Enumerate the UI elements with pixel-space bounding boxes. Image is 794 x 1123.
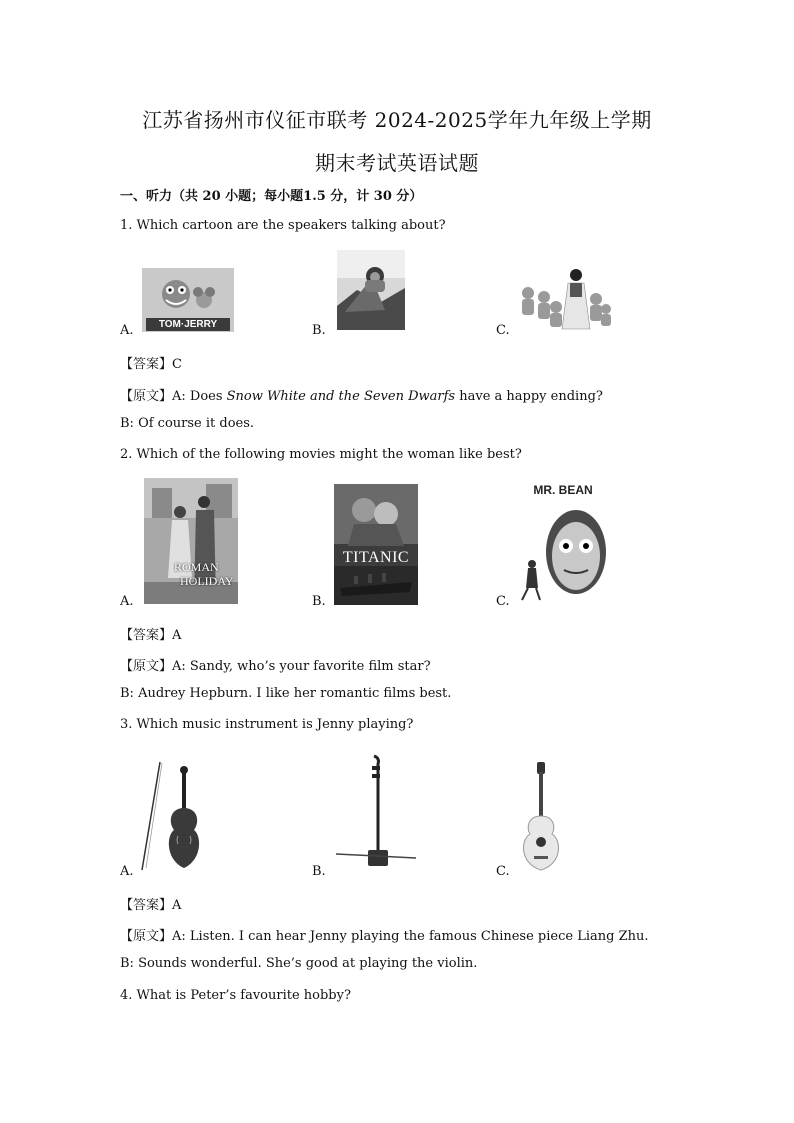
tom-and-jerry-logo-text: TOM·JERRY [158,319,218,330]
q3-answer: 【答案】A [120,898,182,913]
titanic-title: TITANIC [342,549,410,566]
q2-transcript-a: 【原文】A: Sandy, who’s your favorite film star? [120,659,431,674]
document-title-line2: 期末考试英语试题 [315,151,479,175]
lion-king-image [337,250,405,330]
question-3: 3. Which music instrument is Jenny playing? [120,717,414,732]
q1-transcript-a-suffix: have a happy ending? [455,389,603,404]
guitar-image [518,760,564,872]
question-1: 1. Which cartoon are the speakers talking about? [120,218,446,233]
q1-option-a-label: A. [120,323,134,338]
document-title-line1: 江苏省扬州市仪征市联考 2024-2025学年九年级上学期 [142,108,652,132]
q2-answer: 【答案】A [120,628,182,643]
q1-transcript-a-prefix: 【原文】A: Does [120,389,227,404]
snow-white-image [516,263,612,331]
q2-transcript-b: B: Audrey Hepburn. I like her romantic films best. [120,686,452,701]
section-heading: 一、听力（共 20 小题；每小题1.5 分，计 30 分） [120,189,423,204]
q3-option-a-label: A. [120,864,134,879]
q3-option-b-label: B. [312,864,326,879]
q1-transcript-a [120,385,603,404]
tom-and-jerry-image [142,268,234,332]
erhu-image [334,754,418,872]
q2-option-c-label: C. [496,594,510,609]
q1-option-c-label: C. [496,323,510,338]
q3-transcript-b: B: Sounds wonderful. She’s good at playing the violin. [120,956,478,971]
question-2: 2. Which of the following movies might the woman like best? [120,447,522,462]
q1-answer: 【答案】C [120,357,182,372]
q3-transcript-a: 【原文】A: Listen. I can hear Jenny playing the famous Chinese piece Liang Zhu. [120,929,649,944]
roman-holiday-title-line1: ROMAN [174,560,219,574]
q2-option-a-label: A. [120,594,134,609]
roman-holiday-poster [144,478,238,604]
q1-transcript-b: B: Of course it does. [120,416,255,431]
question-4: 4. What is Peter’s favourite hobby? [120,988,351,1003]
mr-bean-title: MR. BEAN [533,483,593,497]
q1-option-b-label: B. [312,323,326,338]
roman-holiday-title-line2: HOLIDAY [180,574,234,588]
violin-image [140,760,206,872]
titanic-poster [334,484,418,605]
q2-option-b-label: B. [312,594,326,609]
q3-option-c-label: C. [496,864,510,879]
mr-bean-poster [518,480,606,604]
q1-transcript-a-title: Snow White and the Seven Dwarfs [226,389,456,404]
